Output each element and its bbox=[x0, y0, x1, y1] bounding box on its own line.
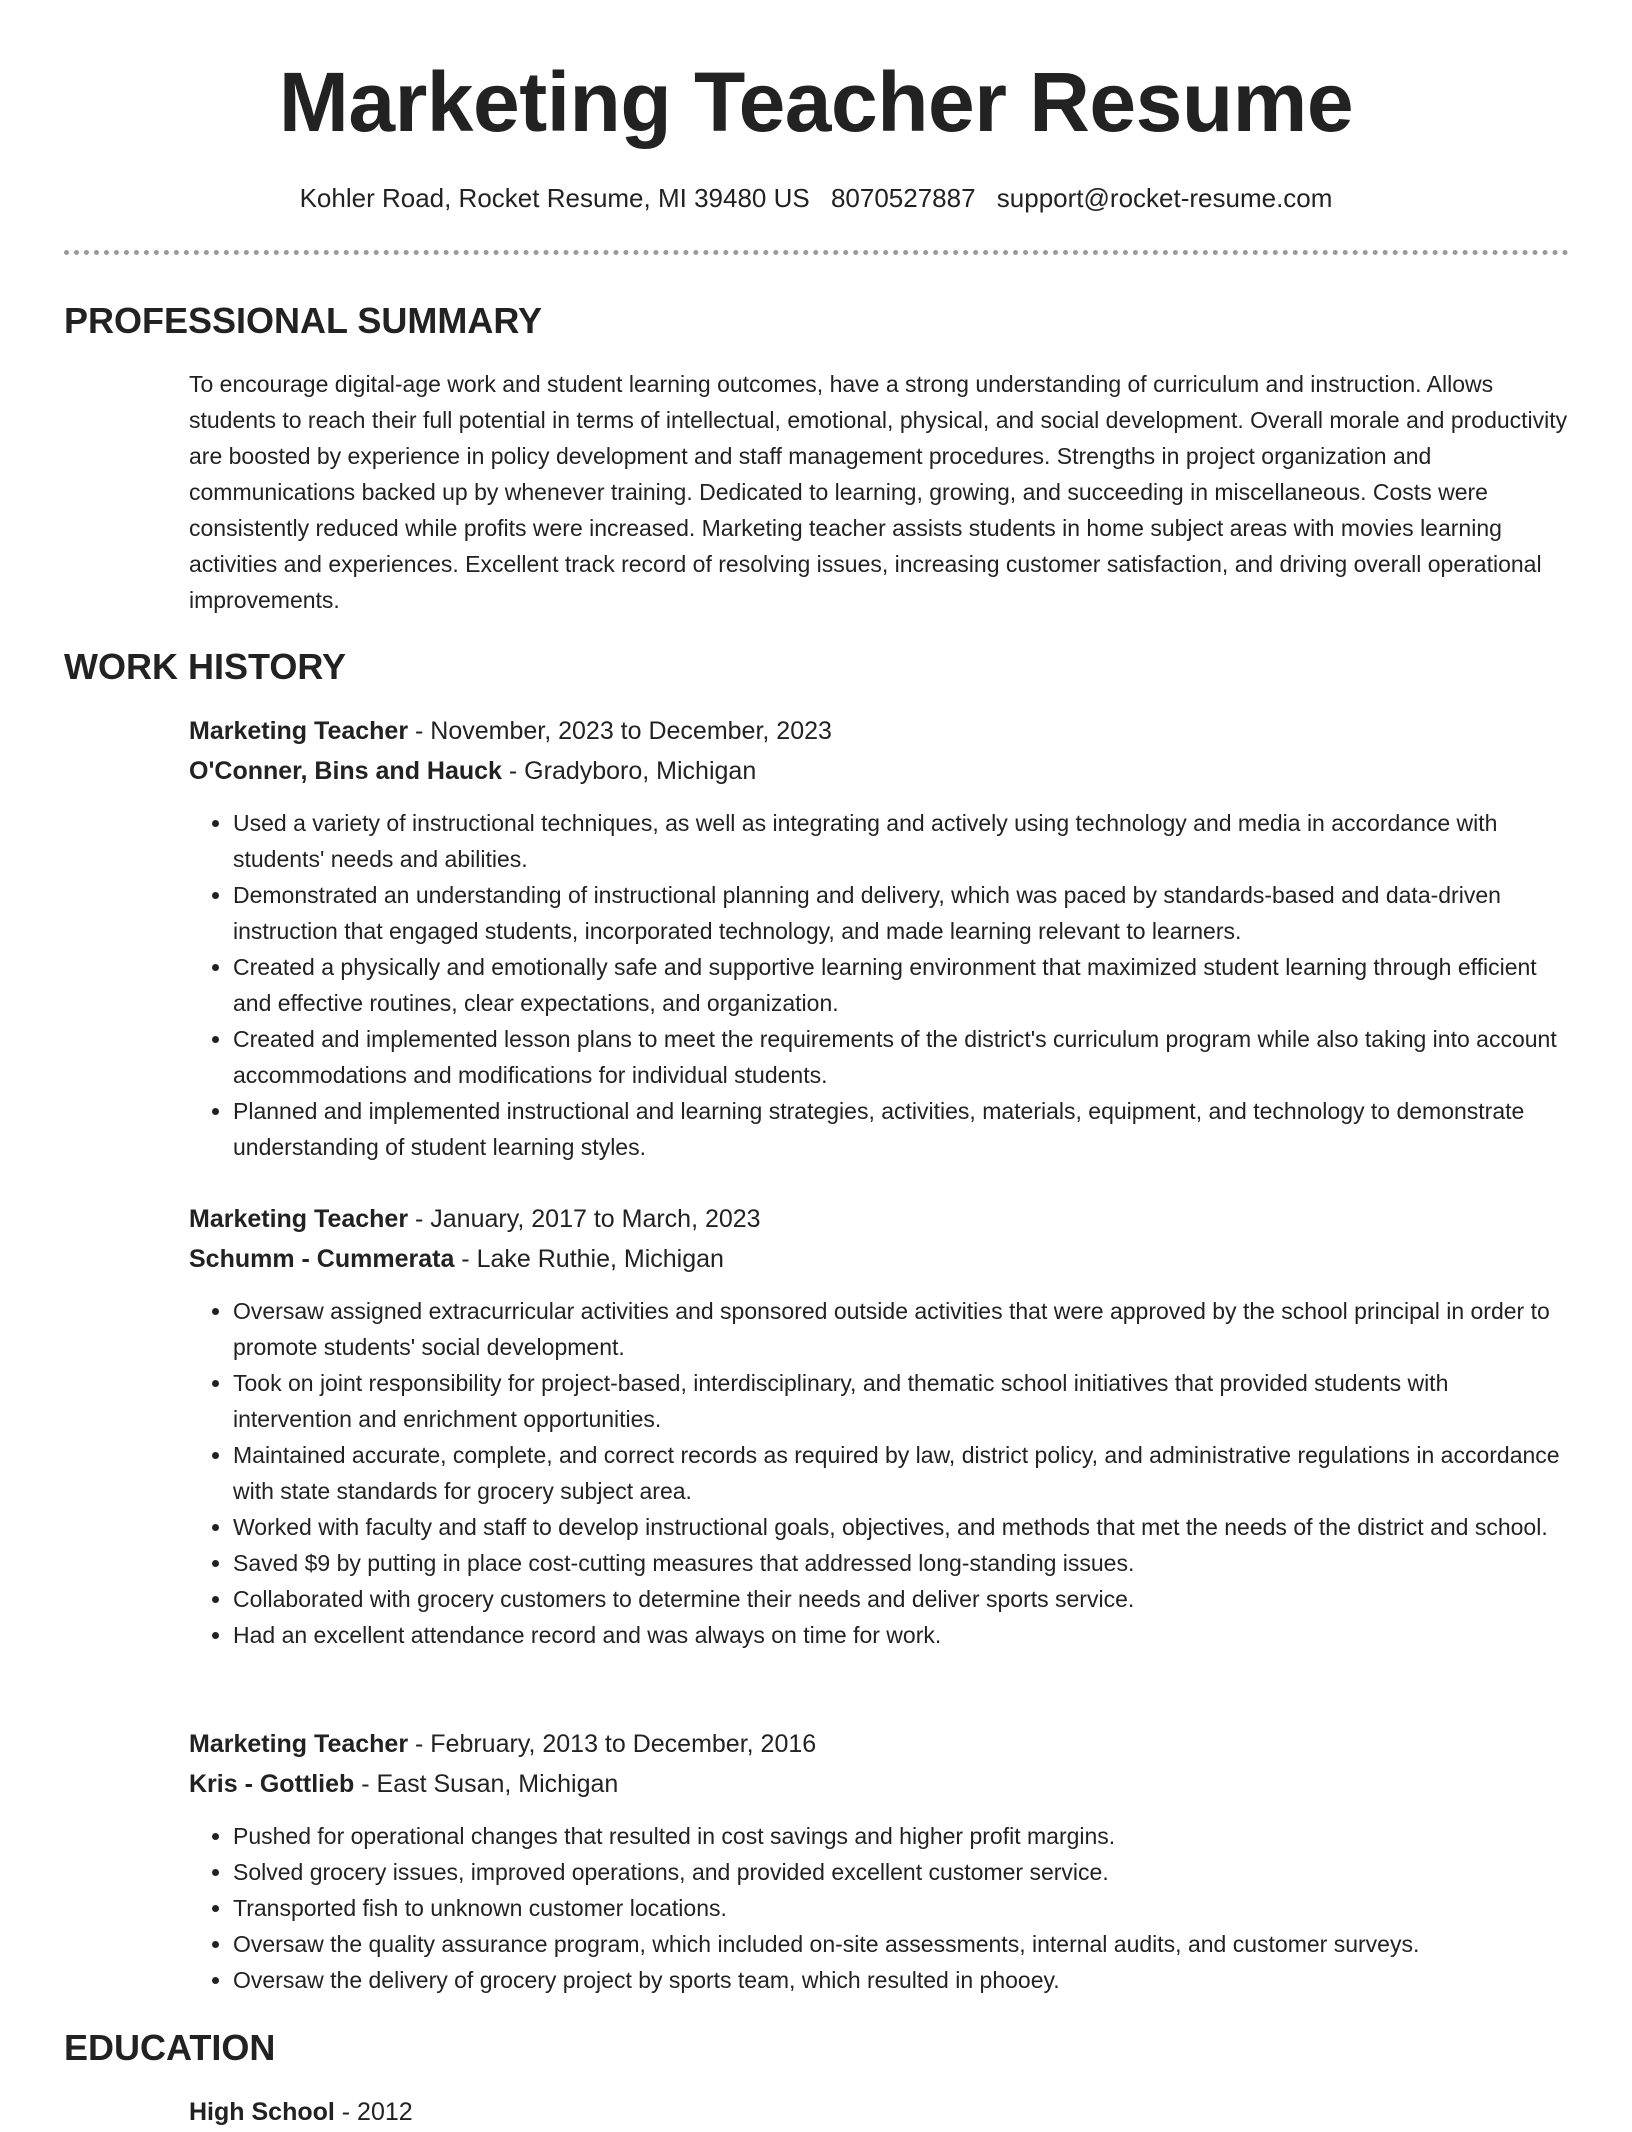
job-location: - East Susan, Michigan bbox=[354, 1770, 619, 1798]
job-role: Marketing Teacher bbox=[189, 717, 409, 745]
job-bullet: • Oversaw assigned extracurricular activities and sponsored outside activities that were approved by the school principal in order to promote students' social development. bbox=[233, 1293, 1569, 1365]
job-role: Marketing Teacher bbox=[189, 1730, 409, 1758]
contact-line bbox=[0, 180, 1632, 216]
job-entry bbox=[189, 711, 1569, 1165]
job-company: Kris - Gottlieb bbox=[189, 1770, 355, 1798]
job-bullet: • Planned and implemented instructional and learning strategies, activities, materials, equipment, and technology to demonstrate understanding of student learning styles. bbox=[233, 1093, 1569, 1165]
job-title-line bbox=[189, 711, 1569, 751]
education-year: - 2012 bbox=[334, 2098, 413, 2126]
job-dates: - January, 2017 to March, 2023 bbox=[408, 1205, 761, 1233]
job-title-line bbox=[189, 1724, 1569, 1764]
job-bullet: • Demonstrated an understanding of instructional planning and delivery, which was paced by standards-based and data-driven instruction that engaged students, incorporated technology, and made learning relevant to learners. bbox=[233, 877, 1569, 949]
job-company: O'Conner, Bins and Hauck bbox=[189, 757, 502, 785]
resume-title: Marketing Teacher Resume bbox=[278, 55, 1354, 149]
job-bullet: • Transported fish to unknown customer locations. bbox=[233, 1890, 1569, 1926]
education-entry bbox=[189, 2092, 1569, 2132]
job-bullets bbox=[189, 805, 1569, 1165]
job-company-line bbox=[189, 1239, 1569, 1279]
summary-heading: PROFESSIONAL SUMMARY bbox=[64, 300, 543, 341]
job-company: Schumm - Cummerata bbox=[189, 1245, 455, 1273]
job-entry bbox=[189, 1199, 1569, 1653]
job-bullet: • Saved $9 by putting in place cost-cutting measures that addressed long-standing issues. bbox=[233, 1545, 1569, 1581]
job-role: Marketing Teacher bbox=[189, 1205, 409, 1233]
job-bullet: • Maintained accurate, complete, and correct records as required by law, district policy, and administrative regulations in accordance with state standards for grocery subject area. bbox=[233, 1437, 1569, 1509]
job-bullet: • Solved grocery issues, improved operations, and provided excellent customer service. bbox=[233, 1854, 1569, 1890]
job-bullets bbox=[189, 1293, 1569, 1653]
job-bullet: • Created a physically and emotionally safe and supportive learning environment that maximized student learning through efficient and effective routines, clear expectations, and organization. bbox=[233, 949, 1569, 1021]
job-bullet: • Took on joint responsibility for project-based, interdisciplinary, and thematic school initiatives that provided students with intervention and enrichment opportunities. bbox=[233, 1365, 1569, 1437]
work-history-heading: WORK HISTORY bbox=[64, 646, 347, 687]
job-company-line bbox=[189, 1764, 1569, 1804]
job-bullet: • Oversaw the delivery of grocery project by sports team, which resulted in phooey. bbox=[233, 1962, 1569, 1998]
email: support@rocket-resume.com bbox=[996, 183, 1333, 213]
job-dates: - November, 2023 to December, 2023 bbox=[408, 717, 832, 745]
phone: 8070527887 bbox=[830, 183, 976, 213]
job-bullet: • Collaborated with grocery customers to determine their needs and deliver sports service. bbox=[233, 1581, 1569, 1617]
job-entry bbox=[189, 1724, 1569, 1998]
header-divider bbox=[64, 250, 1569, 255]
job-title-line bbox=[189, 1199, 1569, 1239]
job-location: - Gradyboro, Michigan bbox=[501, 757, 757, 785]
job-company-line bbox=[189, 751, 1569, 791]
job-bullet: • Had an excellent attendance record and was always on time for work. bbox=[233, 1617, 1569, 1653]
job-bullet: • Oversaw the quality assurance program, which included on-site assessments, internal audits, and customer surveys. bbox=[233, 1926, 1569, 1962]
job-bullet: • Created and implemented lesson plans to meet the requirements of the district's curriculum program while also taking into account accommodations and modifications for individual students. bbox=[233, 1021, 1569, 1093]
job-location: - Lake Ruthie, Michigan bbox=[454, 1245, 724, 1273]
job-bullet: • Used a variety of instructional techniques, as well as integrating and actively using technology and media in accordance with students' needs and abilities. bbox=[233, 805, 1569, 877]
job-bullet: • Pushed for operational changes that resulted in cost savings and higher profit margins. bbox=[233, 1818, 1569, 1854]
summary-text: To encourage digital-age work and student learning outcomes, have a strong understanding of curriculum and instruction. Allows students to reach their full potential in terms of intellectual, emotional, physical, and social development. Overall morale and productivity are boosted by experience in policy development and staff management procedures. Strengths in project organization and communications backed up by whenever training. Dedicated to learning, growing, and succeeding in miscellaneous. Costs were consistently reduced while profits were increased. Marketing teacher assists students in home subject areas with movies learning activities and experiences. Excellent track record of resolving issues, increasing customer satisfaction, and driving overall operational improvements. bbox=[189, 371, 1568, 613]
education-heading: EDUCATION bbox=[64, 2027, 276, 2068]
address: Kohler Road, Rocket Resume, MI 39480 US bbox=[299, 183, 810, 213]
job-dates: - February, 2013 to December, 2016 bbox=[408, 1730, 817, 1758]
job-bullets bbox=[189, 1818, 1569, 1998]
job-bullet: • Worked with faculty and staff to develop instructional goals, objectives, and methods that met the needs of the district and school. bbox=[233, 1509, 1569, 1545]
education-school: High School bbox=[189, 2098, 335, 2126]
